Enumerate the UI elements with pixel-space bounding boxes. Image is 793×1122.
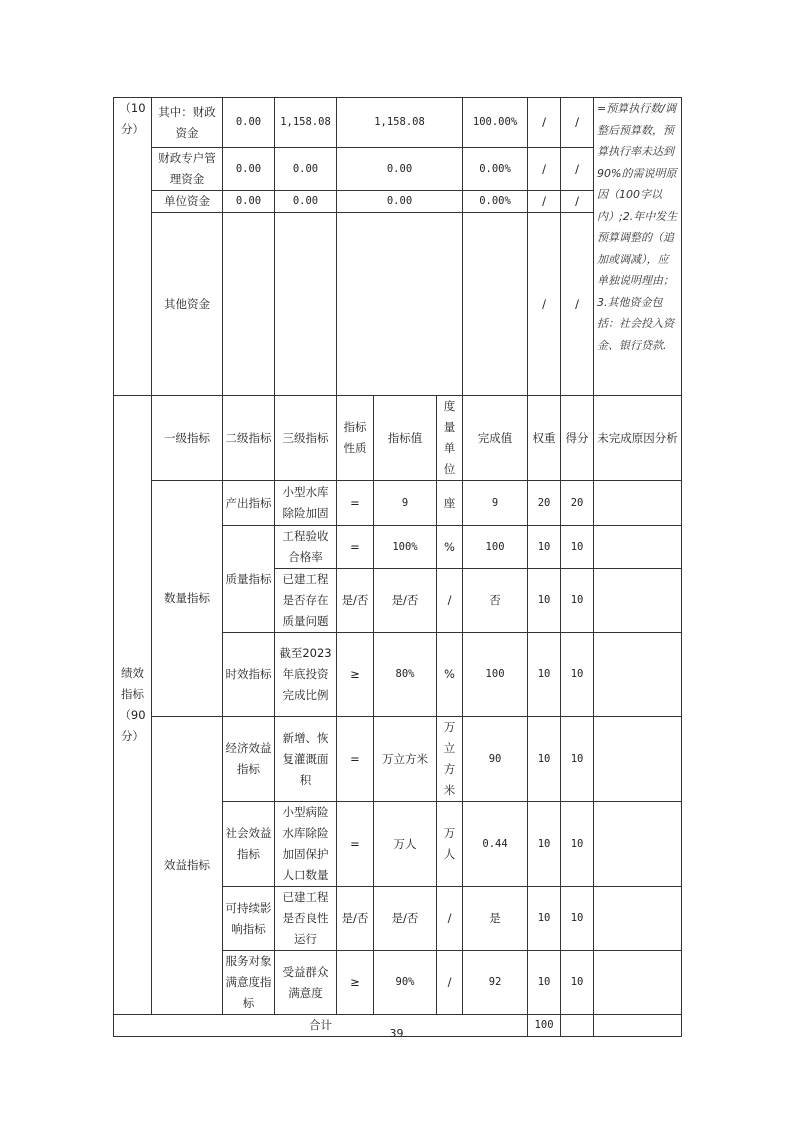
fund-name: 其他资金 <box>152 213 223 396</box>
cell: / <box>528 213 561 396</box>
level1-indicator: 数量指标 <box>152 481 223 717</box>
cell: 0.00 <box>223 191 275 213</box>
cell: % <box>437 526 463 569</box>
cell <box>594 717 682 802</box>
column-header: 三级指标 <box>275 396 337 481</box>
cell: / <box>561 98 594 148</box>
cell <box>223 213 275 396</box>
level3-indicator: 小型病险水库除险加固保护人口数量 <box>275 802 337 887</box>
cell: 90% <box>374 951 437 1015</box>
level3-indicator: 已建工程是否良性运行 <box>275 887 337 951</box>
level3-indicator: 受益群众满意度 <box>275 951 337 1015</box>
level3-indicator: 新增、恢复灌溉面积 <box>275 717 337 802</box>
cell: = <box>337 802 374 887</box>
cell: 10 <box>561 887 594 951</box>
level2-indicator: 时效指标 <box>223 633 275 717</box>
table-row <box>114 98 682 148</box>
cell: 0.00 <box>275 148 337 191</box>
cell: 0.00 <box>275 191 337 213</box>
cell: = <box>337 481 374 526</box>
column-header: 度量单位 <box>437 396 463 481</box>
cell: 是/否 <box>337 569 374 633</box>
cell: 是/否 <box>337 887 374 951</box>
level2-indicator: 服务对象满意度指标 <box>223 951 275 1015</box>
cell: 0.00 <box>223 98 275 148</box>
budget-note: =预算执行数/调整后预算数，预算执行率未达到90%的需说明原因（100字以内）;2.年中发生预算调整的（追加或调减），应单独说明理由；3.其他资金包括：社会投入资金、银行贷款. <box>594 98 682 396</box>
cell: 0.44 <box>463 802 528 887</box>
level2-indicator: 社会效益指标 <box>223 802 275 887</box>
cell: 10 <box>561 526 594 569</box>
level3-indicator: 小型水库除险加固 <box>275 481 337 526</box>
level3-indicator: 截至2023年底投资完成比例 <box>275 633 337 717</box>
cell: 万人 <box>437 802 463 887</box>
cell: 是/否 <box>374 569 437 633</box>
cell: 0.00% <box>463 191 528 213</box>
cell <box>275 213 337 396</box>
cell: 0.00% <box>463 148 528 191</box>
fund-name: 财政专户管理资金 <box>152 148 223 191</box>
cell <box>594 481 682 526</box>
cell <box>337 213 463 396</box>
cell <box>463 213 528 396</box>
cell: / <box>437 951 463 1015</box>
cell: 1,158.08 <box>275 98 337 148</box>
cell: 0.00 <box>223 148 275 191</box>
cell: 10 <box>561 633 594 717</box>
column-header: 指标性质 <box>337 396 374 481</box>
cell: / <box>528 148 561 191</box>
column-header: 指标值 <box>374 396 437 481</box>
cell: 万立方米 <box>437 717 463 802</box>
cell: 100 <box>463 526 528 569</box>
cell <box>594 526 682 569</box>
cell: 10 <box>528 887 561 951</box>
cell: 10 <box>561 951 594 1015</box>
cell: 9 <box>374 481 437 526</box>
cell: 10 <box>561 802 594 887</box>
cell: 1,158.08 <box>337 98 463 148</box>
cell: % <box>437 633 463 717</box>
cell: 10 <box>528 717 561 802</box>
cell: 100.00% <box>463 98 528 148</box>
column-header: 未完成原因分析 <box>594 396 682 481</box>
level2-indicator: 可持续影响指标 <box>223 887 275 951</box>
page-number: 39 <box>389 1027 404 1040</box>
cell: 0.00 <box>337 148 463 191</box>
cell: 9 <box>463 481 528 526</box>
cell: / <box>528 98 561 148</box>
cell: 是 <box>463 887 528 951</box>
cell: 100% <box>374 526 437 569</box>
fund-name: 单位资金 <box>152 191 223 213</box>
cell: 否 <box>463 569 528 633</box>
cell: / <box>437 569 463 633</box>
cell: / <box>561 148 594 191</box>
cell: / <box>561 191 594 213</box>
column-header: 二级指标 <box>223 396 275 481</box>
performance-label: 绩效指标（90分） <box>114 396 152 1015</box>
table-row <box>114 481 682 526</box>
cell: 万立方米 <box>374 717 437 802</box>
table-row <box>114 717 682 802</box>
cell: 10 <box>561 717 594 802</box>
cell: 10 <box>528 526 561 569</box>
cell: 是/否 <box>374 887 437 951</box>
cell: 10 <box>561 569 594 633</box>
column-header: 权重 <box>528 396 561 481</box>
header-row <box>114 396 682 481</box>
cell <box>594 951 682 1015</box>
cell: 10 <box>528 633 561 717</box>
column-header: 一级指标 <box>152 396 223 481</box>
total-label: 合计 <box>114 1015 528 1037</box>
level3-indicator: 工程验收合格率 <box>275 526 337 569</box>
budget-score-label: （10分） <box>114 98 152 396</box>
cell: = <box>337 526 374 569</box>
level2-indicator: 质量指标 <box>223 526 275 633</box>
performance-table <box>113 97 682 1037</box>
level2-indicator: 产出指标 <box>223 481 275 526</box>
cell: / <box>528 191 561 213</box>
cell: 20 <box>528 481 561 526</box>
column-header: 得分 <box>561 396 594 481</box>
cell: 100 <box>463 633 528 717</box>
cell: 90 <box>463 717 528 802</box>
level1-indicator: 效益指标 <box>152 717 223 1015</box>
cell: 10 <box>528 569 561 633</box>
level3-indicator: 已建工程是否存在质量问题 <box>275 569 337 633</box>
cell: 10 <box>528 951 561 1015</box>
cell <box>594 569 682 633</box>
cell: 万人 <box>374 802 437 887</box>
cell: / <box>561 213 594 396</box>
cell: 座 <box>437 481 463 526</box>
cell: 92 <box>463 951 528 1015</box>
cell <box>594 887 682 951</box>
total-weight: 100 <box>528 1015 561 1037</box>
cell: ≥ <box>337 633 374 717</box>
level2-indicator: 经济效益指标 <box>223 717 275 802</box>
cell: 80% <box>374 633 437 717</box>
cell: / <box>437 887 463 951</box>
cell: = <box>337 717 374 802</box>
cell <box>594 802 682 887</box>
cell <box>594 633 682 717</box>
fund-name: 其中：财政资金 <box>152 98 223 148</box>
cell: 0.00 <box>337 191 463 213</box>
cell: 20 <box>561 481 594 526</box>
cell: 10 <box>528 802 561 887</box>
column-header: 完成值 <box>463 396 528 481</box>
cell: ≥ <box>337 951 374 1015</box>
